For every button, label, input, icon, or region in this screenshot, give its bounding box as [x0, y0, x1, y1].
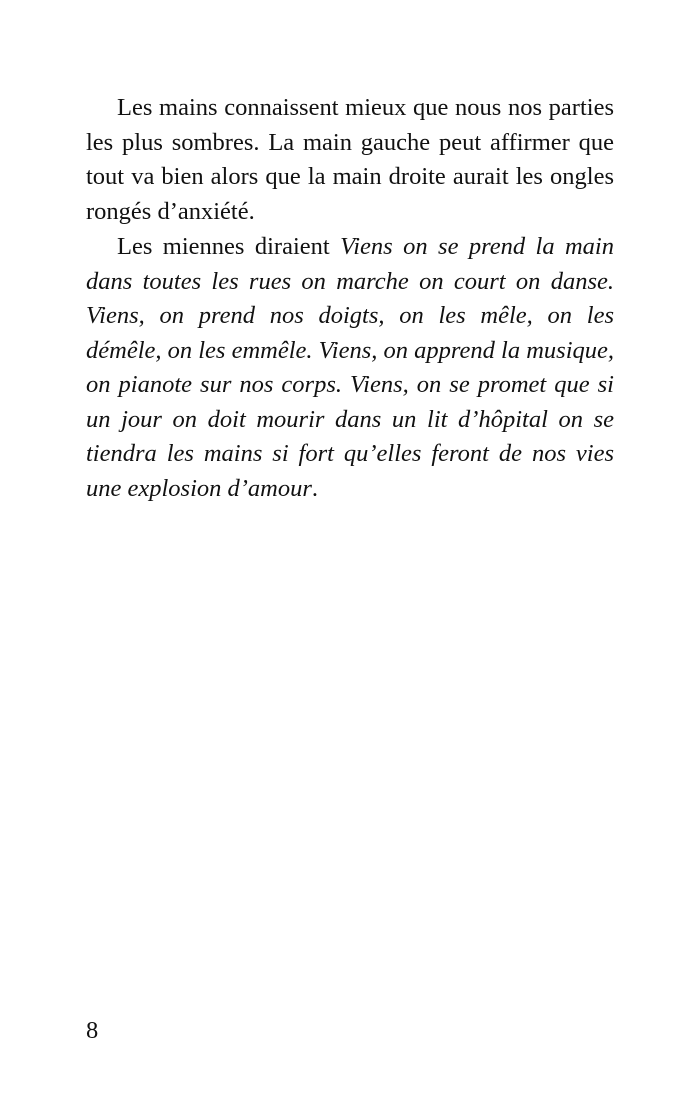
paragraph-1 [86, 91, 614, 229]
body-text [86, 91, 614, 506]
page-number: 8 [86, 1017, 99, 1044]
paragraph-2 [86, 230, 614, 506]
paragraph-2-italic-quote: Viens on se prend la main dans toutes les rues on marche on court on danse. Viens, on prend nos doigts, on les mêle, on les démêle, on les emmêle. Viens, on apprend la musique, on pianote sur nos corps. Viens, on se promet que si un jour on doit mourir dans un lit d’hôpital on se tiendra les mains si fort qu’elles feront de nos vies une explosion d’amour [86, 233, 614, 502]
paragraph-1-text: Les mains connaissent mieux que nous nos parties les plus sombres. La main gauche peut affirmer que tout va bien alors que la main droite aurait les ongles rongés d’anxiété. [86, 94, 614, 225]
paragraph-2-period: . [311, 474, 319, 502]
paragraph-2-lead: Les miennes diraient [117, 233, 341, 260]
